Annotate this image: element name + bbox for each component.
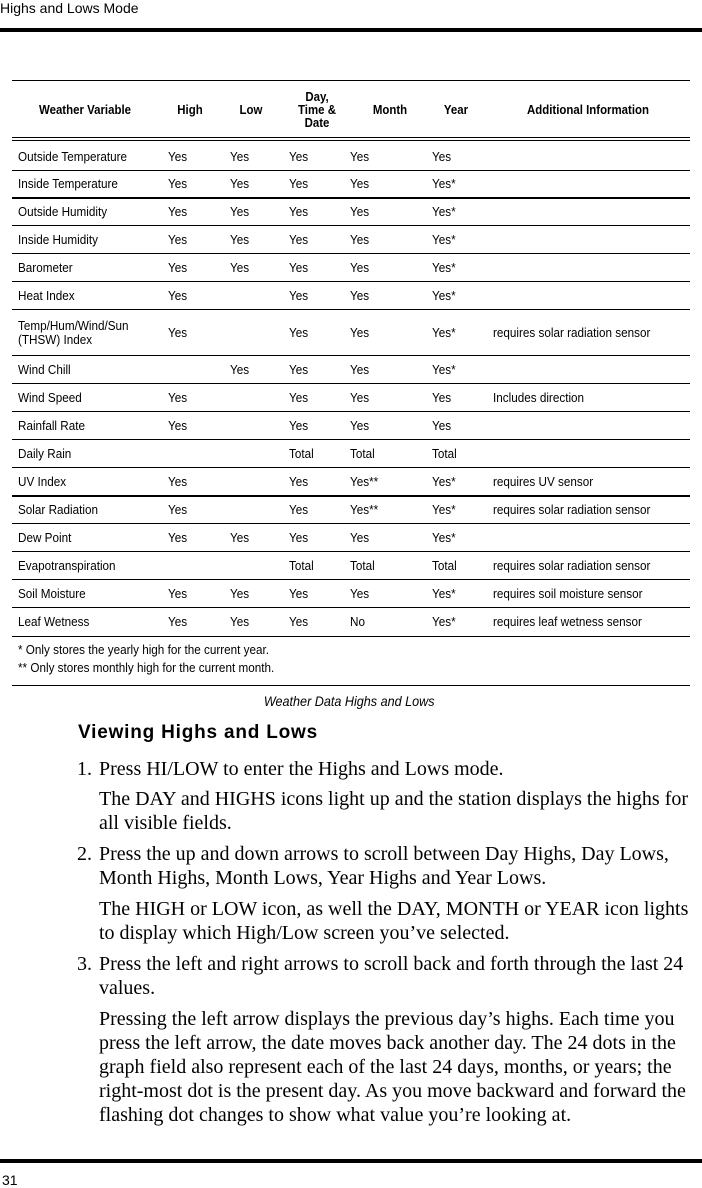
table-cell-variable: Wind Speed bbox=[18, 389, 82, 405]
table-cell-month: Yes bbox=[350, 324, 370, 340]
table-cell-year: Yes* bbox=[432, 529, 456, 545]
table-cell-year: Yes* bbox=[432, 231, 456, 247]
step-1 bbox=[77, 757, 702, 781]
table-cell-variable: Solar Radiation bbox=[18, 501, 99, 517]
table-row bbox=[12, 468, 690, 497]
step-3 bbox=[77, 952, 702, 1000]
page-number: 31 bbox=[2, 1172, 18, 1188]
table-cell-info: requires UV sensor bbox=[493, 473, 594, 489]
table-cell-day: Yes bbox=[289, 361, 309, 377]
table-row bbox=[12, 254, 690, 282]
table-cell-variable: Temp/Hum/Wind/Sun (THSW) Index bbox=[18, 317, 129, 347]
table-cell-day: Yes bbox=[289, 501, 309, 517]
table-cell-year: Yes* bbox=[432, 203, 456, 219]
table-cell-year: Total bbox=[432, 445, 457, 461]
step-1-detail: The DAY and HIGHS icons light up and the station displays the highs for all visible fields. bbox=[99, 788, 689, 834]
table-cell-day: Yes bbox=[289, 614, 309, 629]
table-row bbox=[12, 310, 690, 356]
table-cell-day: Yes bbox=[289, 585, 309, 601]
table-cell-high: Yes bbox=[168, 148, 188, 164]
table-footnote: * Only stores the yearly high for the current year. bbox=[18, 642, 270, 657]
step-number: 3. bbox=[77, 953, 92, 975]
table-cell-year: Yes* bbox=[432, 175, 456, 191]
table-cell-year: Total bbox=[432, 557, 457, 573]
table-cell-month: Yes bbox=[350, 231, 370, 247]
table-cell-low: Yes bbox=[230, 361, 250, 377]
table-cell-variable: Wind Chill bbox=[18, 361, 71, 377]
table-cell-month: Yes bbox=[350, 529, 370, 545]
table-cell-year: Yes bbox=[432, 417, 452, 433]
table-cell-month: Total bbox=[350, 557, 375, 573]
table-cell-year: Yes* bbox=[432, 501, 456, 517]
step-number: 2. bbox=[77, 843, 92, 865]
table-cell-day: Yes bbox=[289, 473, 309, 489]
table-cell-day: Yes bbox=[289, 175, 309, 191]
table-row bbox=[12, 580, 690, 608]
step-text: Press the left and right arrows to scroll back and forth through the last 24 values. bbox=[99, 953, 684, 999]
header-underline-rule bbox=[12, 137, 690, 138]
table-cell-day: Yes bbox=[289, 324, 309, 340]
table-cell-year: Yes* bbox=[432, 324, 456, 340]
table-bottom-rule bbox=[12, 685, 690, 686]
table-cell-high: Yes bbox=[168, 501, 188, 517]
column-header-month: Month bbox=[372, 101, 408, 117]
table-cell-high: Yes bbox=[168, 529, 188, 545]
table-cell-day: Yes bbox=[289, 203, 309, 219]
table-cell-info: requires solar radiation sensor bbox=[493, 324, 651, 340]
header-underline-rule-2 bbox=[12, 140, 690, 141]
table-cell-high: Yes bbox=[168, 175, 188, 191]
table-cell-high: Yes bbox=[168, 473, 188, 489]
section-heading: Viewing Highs and Lows bbox=[78, 722, 318, 743]
table-cell-variable: Soil Moisture bbox=[18, 585, 86, 601]
table-cell-high: Yes bbox=[168, 585, 188, 601]
table-cell-high: Yes bbox=[168, 259, 188, 275]
table-cell-day: Yes bbox=[289, 417, 309, 433]
table-cell-low: Yes bbox=[230, 175, 250, 191]
table-cell-variable: UV Index bbox=[18, 473, 67, 489]
table-cell-month: Yes bbox=[350, 361, 370, 377]
table-top-rule bbox=[12, 80, 690, 81]
table-cell-info: requires solar radiation sensor bbox=[493, 557, 651, 573]
table-cell-info: requires solar radiation sensor bbox=[493, 501, 651, 517]
table-cell-year: Yes* bbox=[432, 361, 456, 377]
table-cell-month: Yes bbox=[350, 389, 370, 405]
table-row bbox=[12, 440, 690, 468]
table-row bbox=[12, 356, 690, 384]
table-cell-low: Yes bbox=[230, 614, 250, 629]
column-header-high: High bbox=[177, 101, 203, 117]
table-cell-month: Yes bbox=[350, 203, 370, 219]
table-cell-year: Yes* bbox=[432, 585, 456, 601]
footer-rule bbox=[0, 1159, 702, 1163]
table-row bbox=[12, 384, 690, 412]
table-cell-low: Yes bbox=[230, 231, 250, 247]
table-cell-low: Yes bbox=[230, 259, 250, 275]
table-cell-high: Yes bbox=[168, 324, 188, 340]
table-row bbox=[12, 608, 690, 637]
table-cell-variable: Heat Index bbox=[18, 287, 75, 303]
table-cell-variable: Dew Point bbox=[18, 529, 72, 545]
table-cell-year: Yes* bbox=[432, 259, 456, 275]
table-row bbox=[12, 524, 690, 552]
table-cell-high: Yes bbox=[168, 203, 188, 219]
table-cell-month: Yes bbox=[350, 585, 370, 601]
table-cell-variable: Rainfall Rate bbox=[18, 417, 85, 433]
table-cell-month: Yes bbox=[350, 417, 370, 433]
table-cell-day: Total bbox=[289, 557, 314, 573]
step-text: Press HI/LOW to enter the Highs and Lows mode. bbox=[99, 758, 504, 780]
table-cell-day: Yes bbox=[289, 389, 309, 405]
table-cell-high: Yes bbox=[168, 614, 188, 629]
running-header-title: Highs and Lows Mode bbox=[0, 0, 139, 16]
column-header-low: Low bbox=[239, 101, 263, 117]
table-cell-low: Yes bbox=[230, 529, 250, 545]
table-cell-month: Yes** bbox=[350, 473, 379, 489]
table-cell-month: Yes bbox=[350, 259, 370, 275]
table-cell-day: Yes bbox=[289, 259, 309, 275]
table-footnote: ** Only stores monthly high for the current month. bbox=[18, 660, 275, 675]
table-cell-info: Includes direction bbox=[493, 389, 585, 405]
table-cell-month: Yes bbox=[350, 287, 370, 303]
table-cell-day: Total bbox=[289, 445, 314, 461]
table-cell-info: requires soil moisture sensor bbox=[493, 585, 643, 601]
step-3-detail: Pressing the left arrow displays the previous day’s highs. Each time you press the left arrow, the date moves back another day. The 24 dots in the graph field also represent each of the last 24 days, months, or years; the right-most dot is the present day. As you move backward and forward the flashing dot changes to show what value you’re looking at. bbox=[99, 1008, 686, 1126]
table-cell-high: Yes bbox=[168, 287, 188, 303]
table-cell-day: Yes bbox=[289, 287, 309, 303]
column-header-variable: Weather Variable bbox=[38, 101, 131, 117]
table-cell-high: Yes bbox=[168, 231, 188, 247]
table-cell-info: requires leaf wetness sensor bbox=[493, 614, 642, 629]
table-cell-low: Yes bbox=[230, 148, 250, 164]
table-row bbox=[12, 412, 690, 440]
header-rule bbox=[0, 28, 702, 32]
table-cell-low: Yes bbox=[230, 585, 250, 601]
table-cell-year: Yes bbox=[432, 148, 452, 164]
table-cell-variable: Inside Temperature bbox=[18, 175, 118, 191]
table-cell-variable: Inside Humidity bbox=[18, 231, 98, 247]
table-cell-day: Yes bbox=[289, 231, 309, 247]
step-2-detail: The HIGH or LOW icon, as well the DAY, MONTH or YEAR icon lights to display which High/Low screen you’ve selected. bbox=[99, 898, 689, 944]
table-cell-variable: Leaf Wetness bbox=[18, 614, 90, 629]
step-2 bbox=[77, 842, 702, 890]
table-row bbox=[12, 198, 690, 226]
column-header-year: Year bbox=[443, 101, 469, 117]
table-cell-month: Total bbox=[350, 445, 375, 461]
table-cell-year: Yes* bbox=[432, 287, 456, 303]
table-cell-day: Yes bbox=[289, 148, 309, 164]
column-header-info: Additional Information bbox=[526, 101, 650, 117]
table-row bbox=[12, 226, 690, 254]
table-row bbox=[12, 143, 690, 171]
table-cell-variable: Barometer bbox=[18, 259, 73, 275]
table-cell-year: Yes* bbox=[432, 614, 456, 629]
table-cell-variable: Outside Temperature bbox=[18, 148, 128, 164]
table-cell-month: Yes bbox=[350, 175, 370, 191]
step-number: 1. bbox=[77, 758, 92, 780]
table-cell-variable: Daily Rain bbox=[18, 445, 72, 461]
table-cell-variable: Outside Humidity bbox=[18, 203, 108, 219]
table-cell-low: Yes bbox=[230, 203, 250, 219]
step-text: Press the up and down arrows to scroll between Day Highs, Day Lows, Month Highs, Month Lows, Year Highs and Year Lows. bbox=[99, 843, 669, 889]
table-cell-year: Yes* bbox=[432, 473, 456, 489]
table-cell-month: Yes** bbox=[350, 501, 379, 517]
table-cell-variable: Evapotranspiration bbox=[18, 557, 116, 573]
table-cell-month: No bbox=[350, 614, 365, 629]
table-row bbox=[12, 170, 690, 199]
column-header-day: Day, Time & Date bbox=[298, 88, 336, 130]
table-cell-month: Yes bbox=[350, 148, 370, 164]
table-row bbox=[12, 282, 690, 310]
table-cell-day: Yes bbox=[289, 529, 309, 545]
table-cell-high: Yes bbox=[168, 417, 188, 433]
table-row bbox=[12, 496, 690, 524]
table-cell-year: Yes bbox=[432, 389, 452, 405]
table-cell-high: Yes bbox=[168, 389, 188, 405]
table-row bbox=[12, 552, 690, 580]
table-caption: Weather Data Highs and Lows bbox=[263, 693, 435, 709]
